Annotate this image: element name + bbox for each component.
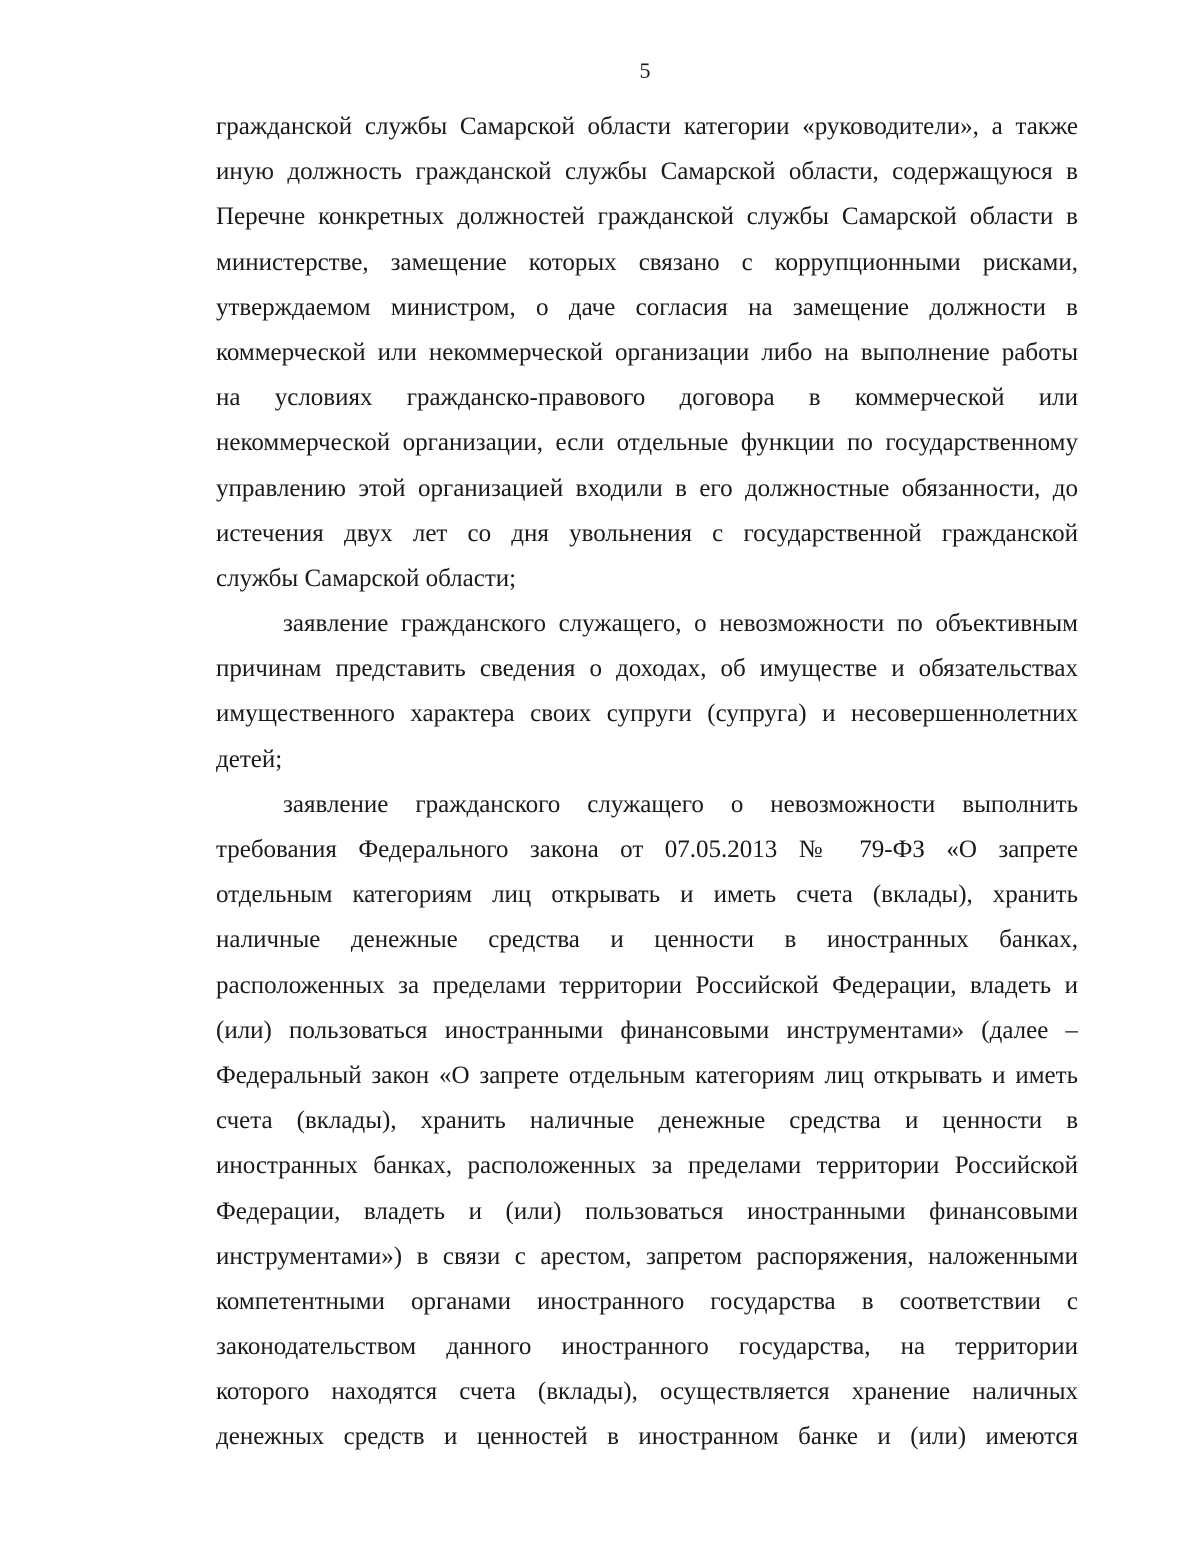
page-number: 5 (639, 58, 651, 83)
text-line: Федеральный закон «О запрете отдельным категориям лиц открывать и иметь (216, 1061, 1078, 1089)
text-line: иностранных банках, расположенных за пределами территории Российской (216, 1152, 1078, 1180)
text-line: расположенных за пределами территории Российской Федерации, владеть и (216, 971, 1078, 999)
text-line: денежных средств и ценностей в иностранном банке и (или) имеются (216, 1423, 1078, 1451)
text-line: наличные денежные средства и ценности в иностранных банках, (216, 926, 1078, 954)
paragraph (216, 601, 1078, 782)
text-line: Перечне конкретных должностей гражданской службы Самарской области в (216, 203, 1078, 231)
text-line: гражданской службы Самарской области категории «руководители», а также (216, 113, 1078, 140)
text-line: причинам представить сведения о доходах, об имуществе и обязательствах (216, 655, 1078, 683)
paragraph (216, 782, 1078, 1460)
text-line: требования Федерального закона от 07.05.2013 № 79-ФЗ «О запрете (216, 836, 1078, 863)
text-line: законодательством данного иностранного государства, на территории (216, 1333, 1078, 1361)
text-line: имущественного характера своих супруги (супруга) и несовершеннолетних (216, 700, 1078, 728)
text-line: отдельным категориям лиц открывать и иметь счета (вклады), хранить (216, 881, 1078, 909)
text-line: на условиях гражданско-правового договора в коммерческой или (216, 384, 1078, 412)
text-line: инструментами») в связи с арестом, запретом распоряжения, наложенными (216, 1242, 1078, 1270)
paragraph (216, 104, 1078, 601)
text-line: которого находятся счета (вклады), осуществляется хранение наличных (216, 1378, 1078, 1406)
text-line: детей; (216, 745, 283, 773)
text-line: утверждаемом министром, о даче согласия на замещение должности в (216, 293, 1078, 321)
text-line: службы Самарской области; (216, 564, 517, 592)
text-line: министерстве, замещение которых связано с коррупционными рисками, (216, 248, 1078, 276)
text-line: коммерческой или некоммерческой организации либо на выполнение работы (216, 338, 1078, 366)
text-line: компетентными органами иностранного государства в соответствии с (216, 1287, 1078, 1315)
text-line: Федерации, владеть и (или) пользоваться иностранными финансовыми (216, 1197, 1078, 1225)
text-line: (или) пользоваться иностранными финансовыми инструментами» (далее – (216, 1016, 1078, 1044)
text-line: истечения двух лет со дня увольнения с государственной гражданской (216, 519, 1078, 547)
text-line: управлению этой организацией входили в его должностные обязанности, до (216, 474, 1078, 502)
text-line: заявление гражданского служащего о невозможности выполнить (283, 790, 1078, 818)
document-body (216, 104, 1078, 1460)
text-line: некоммерческой организации, если отдельные функции по государственному (216, 429, 1078, 457)
text-line: заявление гражданского служащего, о невозможности по объективным (283, 610, 1078, 638)
text-line: иную должность гражданской службы Самарской области, содержащуюся в (216, 158, 1078, 186)
text-line: счета (вклады), хранить наличные денежные средства и ценности в (216, 1107, 1078, 1135)
